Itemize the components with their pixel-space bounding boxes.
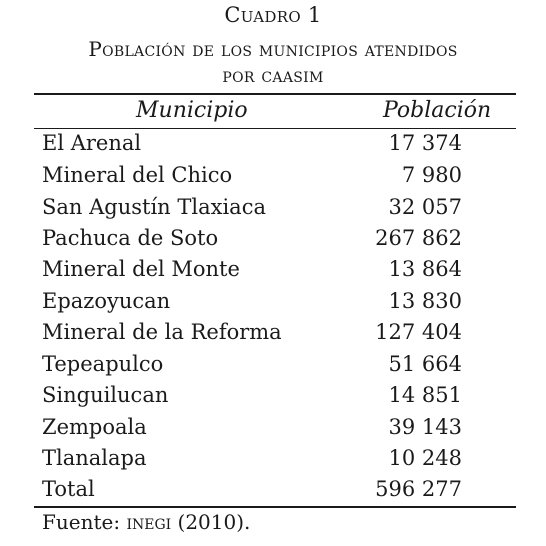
poblacion-cell: 39 143 (388, 415, 462, 439)
municipio-cell: Mineral del Monte (42, 257, 240, 281)
table-row (0, 381, 546, 413)
table-row (0, 350, 546, 382)
table-row (0, 129, 546, 161)
municipio-cell: Epazoyucan (42, 289, 171, 313)
poblacion-cell: 127 404 (375, 320, 462, 344)
poblacion-cell: 32 057 (388, 195, 462, 219)
poblacion-cell: 14 851 (388, 383, 462, 407)
table-label: Cuadro 1 (224, 3, 322, 27)
table-row (0, 413, 546, 445)
table-row (0, 224, 546, 256)
poblacion-cell: 13 830 (388, 289, 462, 313)
municipio-cell: Pachuca de Soto (42, 226, 219, 250)
poblacion-cell: 7 980 (401, 163, 462, 187)
poblacion-cell: 596 277 (375, 477, 462, 501)
poblacion-cell: 267 862 (375, 226, 462, 250)
source-note (42, 510, 250, 534)
poblacion-cell: 10 248 (388, 446, 462, 470)
table-row (0, 193, 546, 225)
municipio-cell: Tlanalapa (42, 446, 147, 470)
source-year: (2010). (171, 510, 251, 534)
municipio-cell: Tepeapulco (42, 352, 164, 376)
poblacion-cell: 51 664 (388, 352, 462, 376)
municipio-cell: Mineral del Chico (42, 163, 233, 187)
poblacion-cell: 17 374 (388, 131, 462, 155)
table-row-total (0, 475, 546, 507)
municipio-cell: Zempoala (42, 415, 147, 439)
table-row (0, 287, 546, 319)
municipio-cell: Mineral de la Reforma (42, 320, 282, 344)
table-row (0, 255, 546, 287)
bottom-rule (34, 506, 516, 508)
poblacion-cell: 13 864 (388, 257, 462, 281)
table-row (0, 444, 546, 476)
table-caption-line-2: por caasim (222, 63, 324, 87)
source-agency: inegi (126, 510, 172, 534)
municipio-cell: El Arenal (42, 131, 142, 155)
table-caption-line-1: Población de los municipios atendidos (88, 37, 458, 61)
header-poblacion: Población (383, 98, 492, 123)
municipio-cell: Total (42, 477, 95, 501)
municipio-cell: Singuilucan (42, 383, 169, 407)
top-rule (34, 93, 516, 95)
table-row (0, 161, 546, 193)
table-row (0, 318, 546, 350)
source-prefix: Fuente: (42, 510, 127, 534)
municipio-cell: San Agustín Tlaxiaca (42, 195, 266, 219)
header-municipio: Municipio (136, 98, 248, 123)
